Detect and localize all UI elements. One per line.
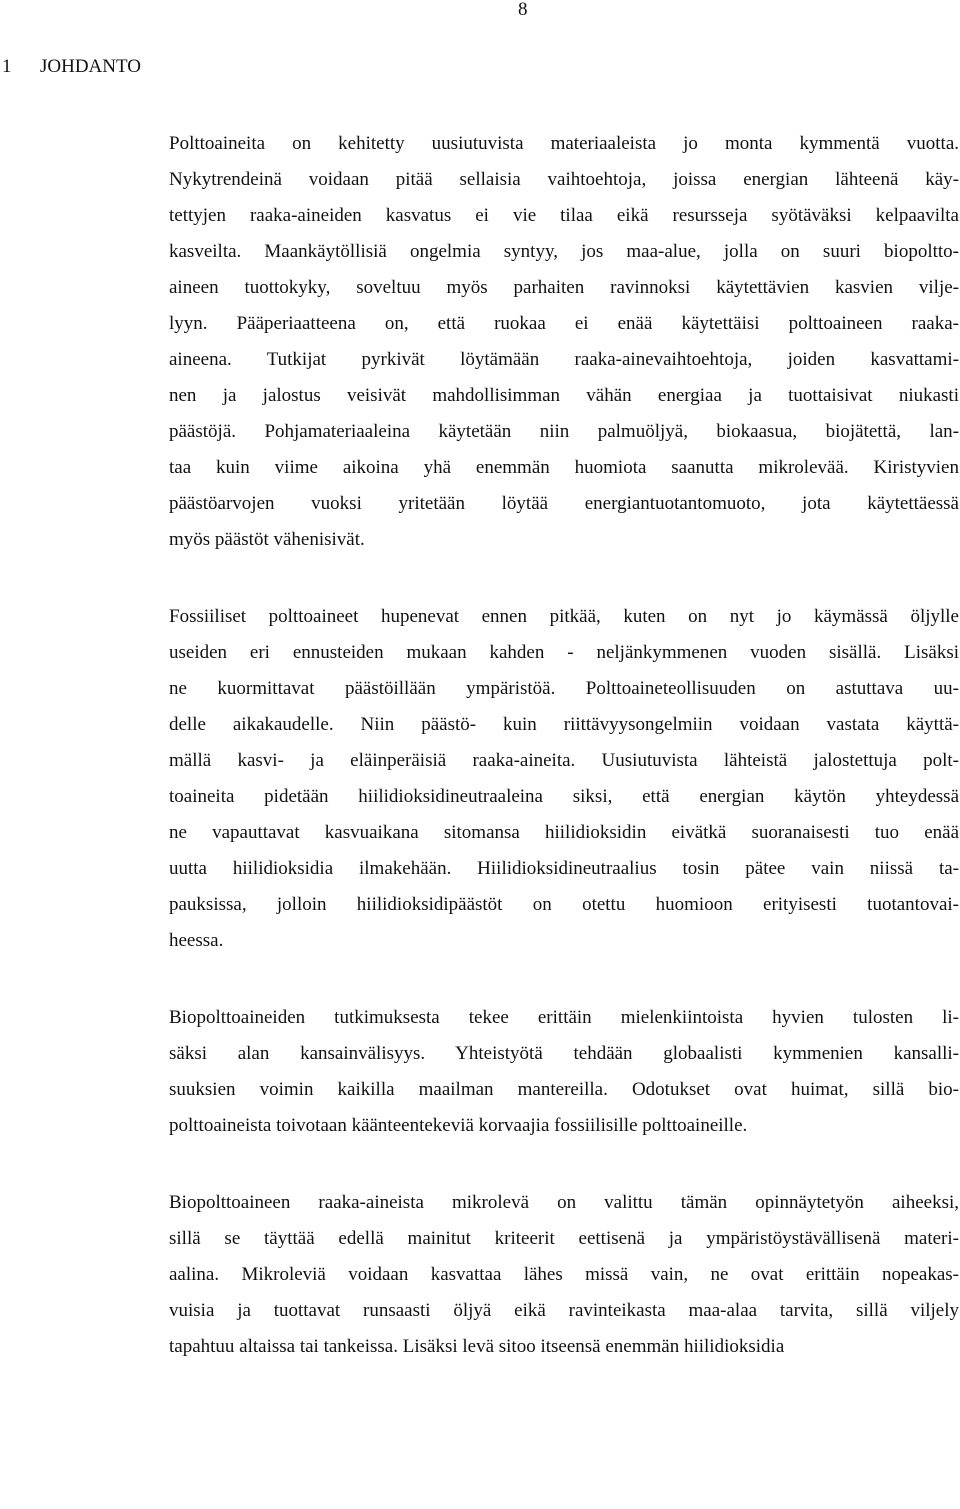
- paragraph: [169, 126, 959, 558]
- text-line: taa kuin viime aikoina yhä enemmän huomiota saanutta mikrolevää. Kiristyvien: [169, 457, 959, 478]
- text-line: säksi alan kansainvälisyys. Yhteistyötä tehdään globaalisti kymmenien kansalli-: [169, 1043, 959, 1064]
- text-line: tettyjen raaka-aineiden kasvatus ei vie tilaa eikä resursseja syötäväksi kelpaavilta: [169, 205, 959, 226]
- text-line: lyyn. Pääperiaatteena on, että ruokaa ei enää käytettäisi polttoaineen raaka-: [169, 313, 959, 334]
- text-line: toaineita pidetään hiilidioksidineutraaleina siksi, että energian käytön yhteydessä: [169, 786, 959, 807]
- page-number: 8: [518, 0, 528, 20]
- chapter-heading: [2, 54, 141, 80]
- text-line: Nykytrendeinä voidaan pitää sellaisia vaihtoehtoja, joissa energian lähteenä käy-: [169, 169, 959, 190]
- text-line: aineen tuottokyky, soveltuu myös parhaiten ravinnoksi käytettävien kasvien vilje-: [169, 277, 959, 298]
- text-line: ne vapauttavat kasvuaikana sitomansa hiilidioksidin eivätkä suoranaisesti tuo enää: [169, 822, 959, 843]
- text-line: delle aikakaudelle. Niin päästö- kuin riittävyysongelmiin voidaan vastata käyttä-: [169, 714, 959, 735]
- text-line: myös päästöt vähenisivät.: [169, 529, 365, 550]
- text-line: Biopolttoaineen raaka-aineista mikrolevä on valittu tämän opinnäytetyön aiheeksi,: [169, 1192, 959, 1213]
- text-line: suuksien voimin kaikilla maailman mantereilla. Odotukset ovat huimat, sillä bio-: [169, 1079, 959, 1100]
- text-line: aineena. Tutkijat pyrkivät löytämään raaka-ainevaihtoehtoja, joiden kasvattami-: [169, 349, 959, 370]
- chapter-number: 1: [2, 56, 12, 77]
- text-line: mällä kasvi- ja eläinperäisiä raaka-aineita. Uusiutuvista lähteistä jalostettuja polt-: [169, 750, 959, 771]
- text-line: Biopolttoaineiden tutkimuksesta tekee erittäin mielenkiintoista hyvien tulosten li-: [169, 1007, 959, 1028]
- text-line: heessa.: [169, 930, 224, 951]
- text-line: uutta hiilidioksidia ilmakehään. Hiilidioksidineutraalius tosin pätee vain niissä ta-: [169, 858, 959, 879]
- text-line: kasveilta. Maankäytöllisiä ongelmia syntyy, jos maa-alue, jolla on suuri biopoltto-: [169, 241, 959, 262]
- text-line: aalina. Mikroleviä voidaan kasvattaa lähes missä vain, ne ovat erittäin nopeakas-: [169, 1264, 959, 1285]
- text-line: Fossiiliset polttoaineet hupenevat ennen pitkää, kuten on nyt jo käymässä öljylle: [169, 606, 959, 627]
- text-line: nen ja jalostus veisivät mahdollisimman vähän energiaa ja tuottaisivat niukasti: [169, 385, 959, 406]
- text-line: ne kuormittavat päästöillään ympäristöä. Polttoaineteollisuuden on astuttava uu-: [169, 678, 959, 699]
- text-line: vuisia ja tuottavat runsaasti öljyä eikä ravinteikasta maa-alaa tarvita, sillä viljely: [169, 1300, 959, 1321]
- text-line: pauksissa, jolloin hiilidioksidipäästöt on otettu huomioon erityisesti tuotantovai-: [169, 894, 959, 915]
- chapter-title: JOHDANTO: [40, 56, 141, 77]
- paragraph: [169, 1000, 959, 1144]
- text-line: Polttoaineita on kehitetty uusiutuvista materiaaleista jo monta kymmentä vuotta.: [169, 133, 959, 154]
- text-line: sillä se täyttää edellä mainitut kriteerit eettisenä ja ympäristöystävällisenä materi-: [169, 1228, 959, 1249]
- text-line: päästöjä. Pohjamateriaaleina käytetään niin palmuöljyä, biokaasua, biojätettä, lan-: [169, 421, 959, 442]
- text-line: polttoaineista toivotaan käänteentekeviä korvaajia fossiilisille polttoaineille.: [169, 1115, 748, 1136]
- text-line: useiden eri ennusteiden mukaan kahden - neljänkymmenen vuoden sisällä. Lisäksi: [169, 642, 959, 663]
- paragraph: [169, 1185, 959, 1365]
- paragraph: [169, 599, 959, 959]
- text-line: päästöarvojen vuoksi yritetään löytää energiantuotantomuoto, jota käytettäessä: [169, 493, 959, 514]
- body-text: [169, 126, 959, 1406]
- text-line: tapahtuu altaissa tai tankeissa. Lisäksi levä sitoo itseensä enemmän hiilidioksidia: [169, 1336, 785, 1357]
